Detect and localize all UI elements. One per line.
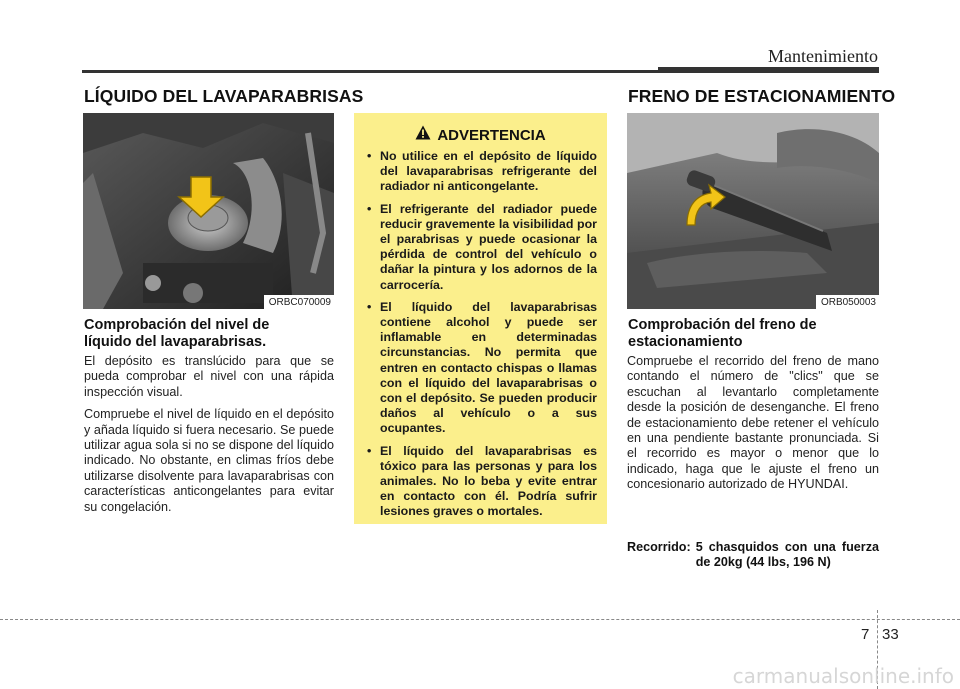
section-title-washer-fluid: LÍQUIDO DEL LAVAPARABRISAS (84, 86, 364, 106)
watermark: carmanualsonline.info (732, 664, 954, 688)
page-number: 33 (882, 626, 899, 643)
photo-parking-brake (627, 113, 879, 309)
subhead-brake-check: Comprobación del freno de estacionamiento (628, 317, 817, 350)
photo-code: ORBC070009 (264, 295, 334, 309)
recorrido-spec (627, 540, 879, 571)
section-title-parking-brake: FRENO DE ESTACIONAMIENTO (628, 86, 896, 106)
subhead-washer-check: Comprobación del nivel de líquido del lavaparabrisas. (84, 317, 270, 350)
warning-triangle-icon (415, 125, 431, 145)
paragraph: Compruebe el recorrido del freno de mano contando el número de "clics" que se escuchan al levantarlo completamente desde la posición de desenganche. El freno de estacionamiento debe retener el vehículo en una pendiente bastante pronunciada. Si el recorrido es mayor o menor que lo indicado, haga que le ajuste el freno un concesionario autorizado de HYUNDAI. (627, 354, 879, 492)
warning-box (354, 113, 607, 524)
header-rule-tab (658, 67, 879, 73)
chapter-number: 7 (861, 626, 870, 643)
paragraph: El depósito es translúcido para que se pueda comprobar el nivel con una rápida inspección visual. (84, 354, 334, 399)
warning-item: • El refrigerante del radiador puede reducir gravemente la visibilidad por el parabrisas y puede ocasionar la pérdida de control del vehículo o dañar la pintura y los adornos de la carrocería. (364, 202, 597, 293)
footer-dashed-line (0, 619, 960, 620)
washer-body-text (84, 354, 334, 522)
brake-body-text (627, 354, 879, 500)
warning-item: • No utilice en el depósito de líquido del lavaparabrisas refrigerante del radiador ni anticongelante. (364, 149, 597, 195)
recorrido-value: 5 chasquidos con una fuerza de 20kg (44 lbs, 196 N) (695, 540, 879, 570)
recorrido-label: Recorrido: (627, 540, 691, 554)
header-title: Mantenimiento (768, 46, 878, 66)
photo-code: ORB050003 (816, 295, 879, 309)
warning-item: • El líquido del lavaparabrisas es tóxico para las personas y para los animales. No lo beba y evite entrar en contacto con él. Podría sufrir lesiones graves o mortales. (364, 444, 597, 520)
photo-washer-reservoir (83, 113, 334, 309)
paragraph: Compruebe el nivel de líquido en el depósito y añada líquido si fuera necesario. Se puede utilizar agua sola si no se dispone del líquido indicado. No obstante, en climas fríos debe utilizarse disolvente para lavaparabrisas con características anticongelantes para evitar su congelación. (84, 407, 334, 514)
warning-title: ADVERTENCIA (437, 126, 546, 144)
warning-item: • El líquido del lavaparabrisas contiene alcohol y puede ser inflamable en determinadas circunstancias. No permita que entren en contacto chispas o llamas con el líquido del lavaparabrisas o con el depósito. Se pueden producir daños al vehículo o a sus ocupantes. (364, 300, 597, 437)
